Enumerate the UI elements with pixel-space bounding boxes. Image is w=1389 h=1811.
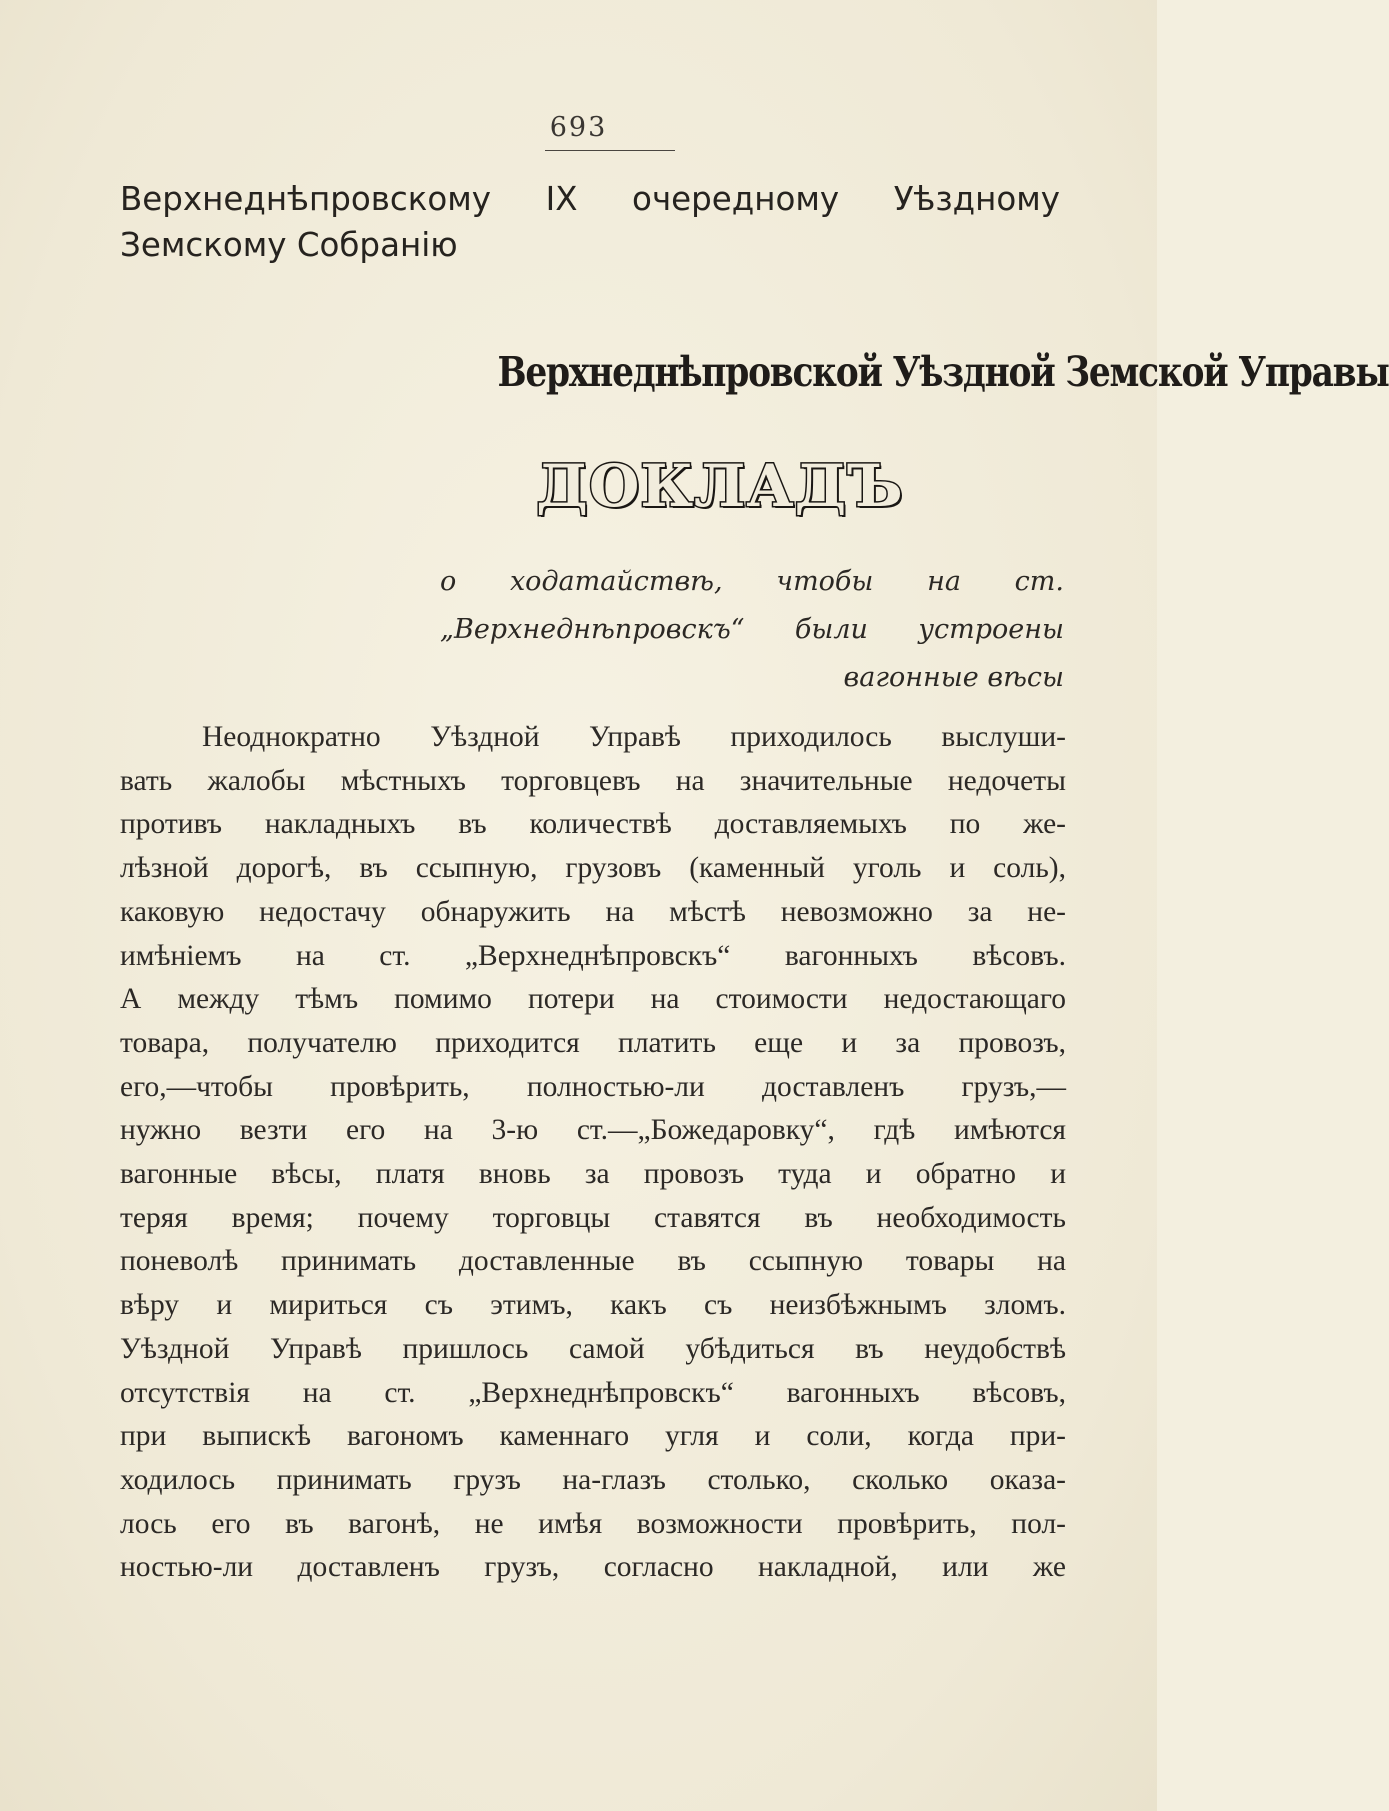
body-line: отсутствія на ст. „Верхнеднѣпровскъ“ вагонныхъ вѣсовъ, bbox=[120, 1376, 1066, 1409]
page-number: 693 bbox=[549, 112, 608, 143]
document-title: ДОКЛАДЪ bbox=[536, 452, 904, 520]
body-line: Уѣздной Управѣ пришлось самой убѣдиться въ неудобствѣ bbox=[120, 1332, 1066, 1365]
body-line: А между тѣмъ помимо потери на стоимости недостающаго bbox=[120, 983, 1066, 1016]
body-line: каковую недостачу обнаружить на мѣстѣ невозможно за не- bbox=[120, 895, 1066, 928]
issuer-heading: Верхнеднѣпровской Уѣздной Земской Управы bbox=[497, 348, 1389, 396]
body-line: противъ накладныхъ въ количествѣ доставляемыхъ по же- bbox=[120, 808, 1066, 841]
body-line: вагонные вѣсы, платя вновь за провозъ туда и обратно и bbox=[120, 1158, 1066, 1191]
addressee-line: Верхнеднѣпровскому IX очередному Уѣздному Земскому Собранію bbox=[120, 180, 1060, 264]
body-line: вать жалобы мѣстныхъ торговцевъ на значительные недочеты bbox=[120, 764, 1066, 797]
body-line: теряя время; почему торговцы ставятся въ необходимость bbox=[120, 1201, 1066, 1234]
body-line: ходилось принимать грузъ на-глазъ столько, сколько оказа- bbox=[120, 1463, 1066, 1496]
body-line: при выпискѣ вагономъ каменнаго угля и соли, когда при- bbox=[120, 1420, 1066, 1453]
body-line: ностью-ли доставленъ грузъ, согласно накладной, или же bbox=[120, 1551, 1066, 1584]
body-line: поневолѣ принимать доставленные въ ссыпную товары на bbox=[120, 1245, 1066, 1278]
body-line: лось его въ вагонѣ, не имѣя возможности провѣрить, пол- bbox=[120, 1507, 1066, 1540]
body-line: вѣру и мириться съ этимъ, какъ съ неизбѣжнымъ зломъ. bbox=[120, 1289, 1066, 1322]
document-subtitle: о ходатайствѣ, чтобы на ст. „Верхнеднѣпровскъ“ были устроены вагонные вѣсы bbox=[440, 566, 1064, 693]
body-line: имѣніемъ на ст. „Верхнеднѣпровскъ“ вагонныхъ вѣсовъ. bbox=[120, 939, 1066, 972]
body-line: товара, получателю приходится платить еще и за провозъ, bbox=[120, 1026, 1066, 1059]
body-line: нужно везти его на 3-ю ст.—„Божедаровку“, гдѣ имѣются bbox=[120, 1114, 1066, 1147]
body-paragraph bbox=[120, 716, 1066, 1590]
body-line: его,—чтобы провѣрить, полностью-ли доставленъ грузъ,— bbox=[120, 1070, 1066, 1103]
body-line: лѣзной дорогѣ, въ ссыпную, грузовъ (каменный уголь и соль), bbox=[120, 852, 1066, 885]
page-number-rule bbox=[545, 150, 675, 151]
body-line: Неоднократно Уѣздной Управѣ приходилось выслуши- bbox=[202, 721, 1066, 753]
